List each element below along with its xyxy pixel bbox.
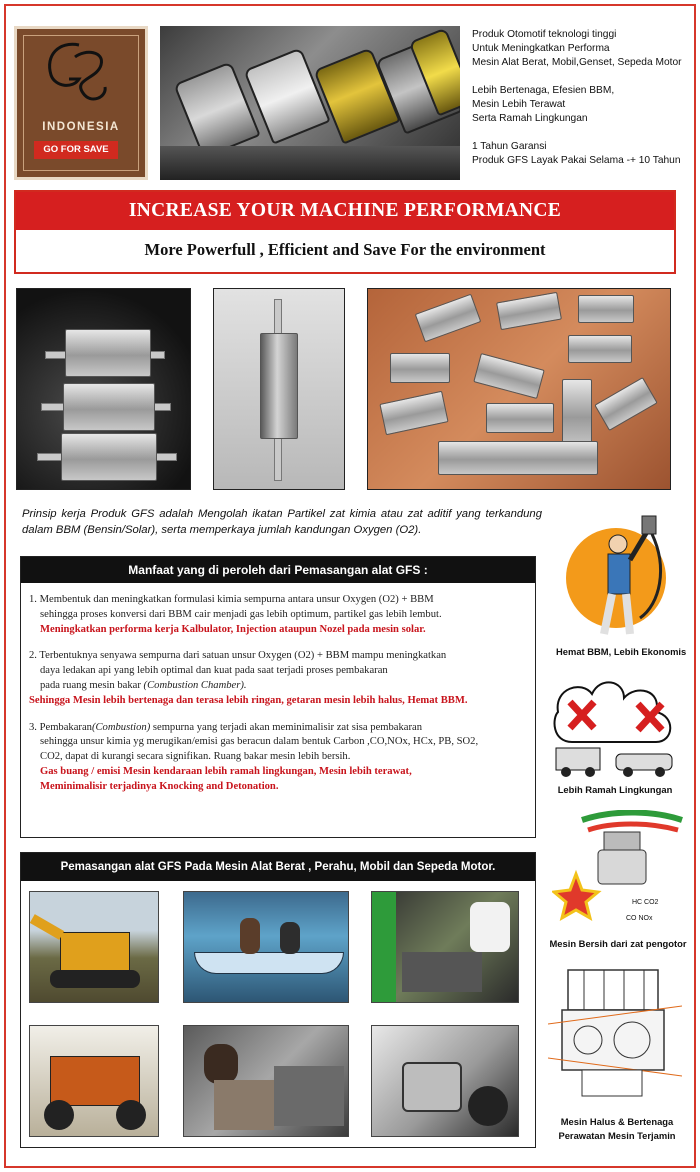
intro-line: Produk Otomotif teknologi tinggi bbox=[472, 29, 617, 40]
side-feature-label: Perawatan Mesin Terjamin bbox=[558, 1130, 676, 1141]
benefit-item-2: 2. Terbentuknya senyawa sempurna dari satuan unsur Oxygen (O2) + BBM mampu meningkatkan daya ledakan api yang lebih optimal dan kuat pada saat terjadi proses pembakaran pada ruang mesin bakar (Combustion Chamber). Sehingga Mesin lebih bertenaga dan terasa lebih ringan, getaran mesin lebih halus, Hemat BBM. bbox=[29, 650, 468, 706]
product-intro-text bbox=[472, 28, 692, 168]
side-feature-label: Mesin Bersih dari zat pengotor bbox=[549, 938, 687, 949]
svg-text:HC CO2: HC CO2 bbox=[632, 899, 659, 906]
install-photo-buggy bbox=[29, 1025, 159, 1137]
install-photo-excavator bbox=[29, 891, 159, 1003]
fuel-pump-man-icon bbox=[560, 508, 670, 640]
performance-banner bbox=[14, 190, 676, 274]
working-principle-text: Prinsip kerja Produk GFS adalah Mengolah ikatan Partikel zat kimia atau zat aditif yang terkandung dalam BBM (Bensin/Solar), serta memperkaya jumlah kandungan Oxygen (O2). bbox=[22, 508, 542, 536]
clean-piston-icon bbox=[552, 810, 688, 932]
intro-line: Untuk Meningkatkan Performa bbox=[472, 43, 610, 54]
gfs-logo bbox=[14, 26, 148, 180]
product-photo-stack bbox=[16, 288, 191, 490]
benefit-item-1: 1. Membentuk dan meningkatkan formulasi kimia sempurna antara unsur Oxygen (O2) + BBM sehingga proses konversi dari BBM cair menjadi gas lebih optimum, partikel gas lebih lembut. Meningkatkan performa kerja Kalbulator, Injection ataupun Nozel pada mesin solar. bbox=[29, 594, 442, 635]
benefit-line: Lebih Bertenaga, Efesien BBM, bbox=[472, 85, 615, 96]
warranty-line: 1 Tahun Garansi bbox=[472, 141, 547, 152]
install-photo-car-engine bbox=[371, 891, 519, 1003]
benefit-line: Serta Ramah Lingkungan bbox=[472, 113, 588, 124]
logo-tagline: GO FOR SAVE bbox=[34, 141, 118, 159]
installation-panel bbox=[20, 852, 536, 1148]
install-photo-mechanics bbox=[183, 1025, 349, 1137]
side-feature-label: Mesin Halus & Bertenaga bbox=[560, 1116, 674, 1127]
side-feature-label: Lebih Ramah Lingkungan bbox=[557, 784, 673, 795]
gfs-monogram-icon bbox=[39, 35, 115, 115]
benefit-item-3: 3. Pembakaran(Combustion) sempurna yang terjadi akan meminimalisir zat sisa pembakaran sehingga unsur kimia yg merugikan/emisi gas beracun dalam bentuk Carbon ,CO,NOx, HCx, PB, SO2, CO2, dapat di kurangi secara signifikan. Ruang bakar mesin lebih bersih. Gas buang / emisi Mesin kendaraan lebih ramah lingkungan, Mesin lebih terawat, Meminimalisir terjadinya Knocking and Detonation. bbox=[29, 721, 479, 792]
install-photo-boat bbox=[183, 891, 349, 1003]
engine-block-icon bbox=[548, 958, 682, 1108]
banner-subtitle: More Powerfull , Efficient and Save For the environment bbox=[144, 240, 546, 259]
benefit-line: Mesin Lebih Terawat bbox=[472, 99, 566, 110]
side-feature-label: Hemat BBM, Lebih Ekonomis bbox=[556, 646, 687, 657]
logo-brand-name: INDONESIA bbox=[42, 121, 120, 133]
no-emission-icon bbox=[552, 672, 682, 780]
installation-heading: Pemasangan alat GFS Pada Mesin Alat Berat , Perahu, Mobil dan Sepeda Motor. bbox=[21, 853, 535, 881]
banner-title: INCREASE YOUR MACHINE PERFORMANCE bbox=[16, 192, 674, 230]
install-photo-motorcycle bbox=[371, 1025, 519, 1137]
warranty-line: Produk GFS Layak Pakai Selama -+ 10 Tahun bbox=[472, 155, 681, 166]
product-photo-group bbox=[367, 288, 671, 490]
hero-pistons-image bbox=[160, 26, 460, 180]
benefits-heading: Manfaat yang di peroleh dari Pemasangan alat GFS : bbox=[21, 557, 535, 583]
product-photo-single bbox=[213, 288, 345, 490]
intro-line: Mesin Alat Berat, Mobil,Genset, Sepeda Motor bbox=[472, 57, 682, 68]
benefits-panel bbox=[20, 556, 536, 838]
svg-text:CO NOx: CO NOx bbox=[626, 915, 653, 922]
